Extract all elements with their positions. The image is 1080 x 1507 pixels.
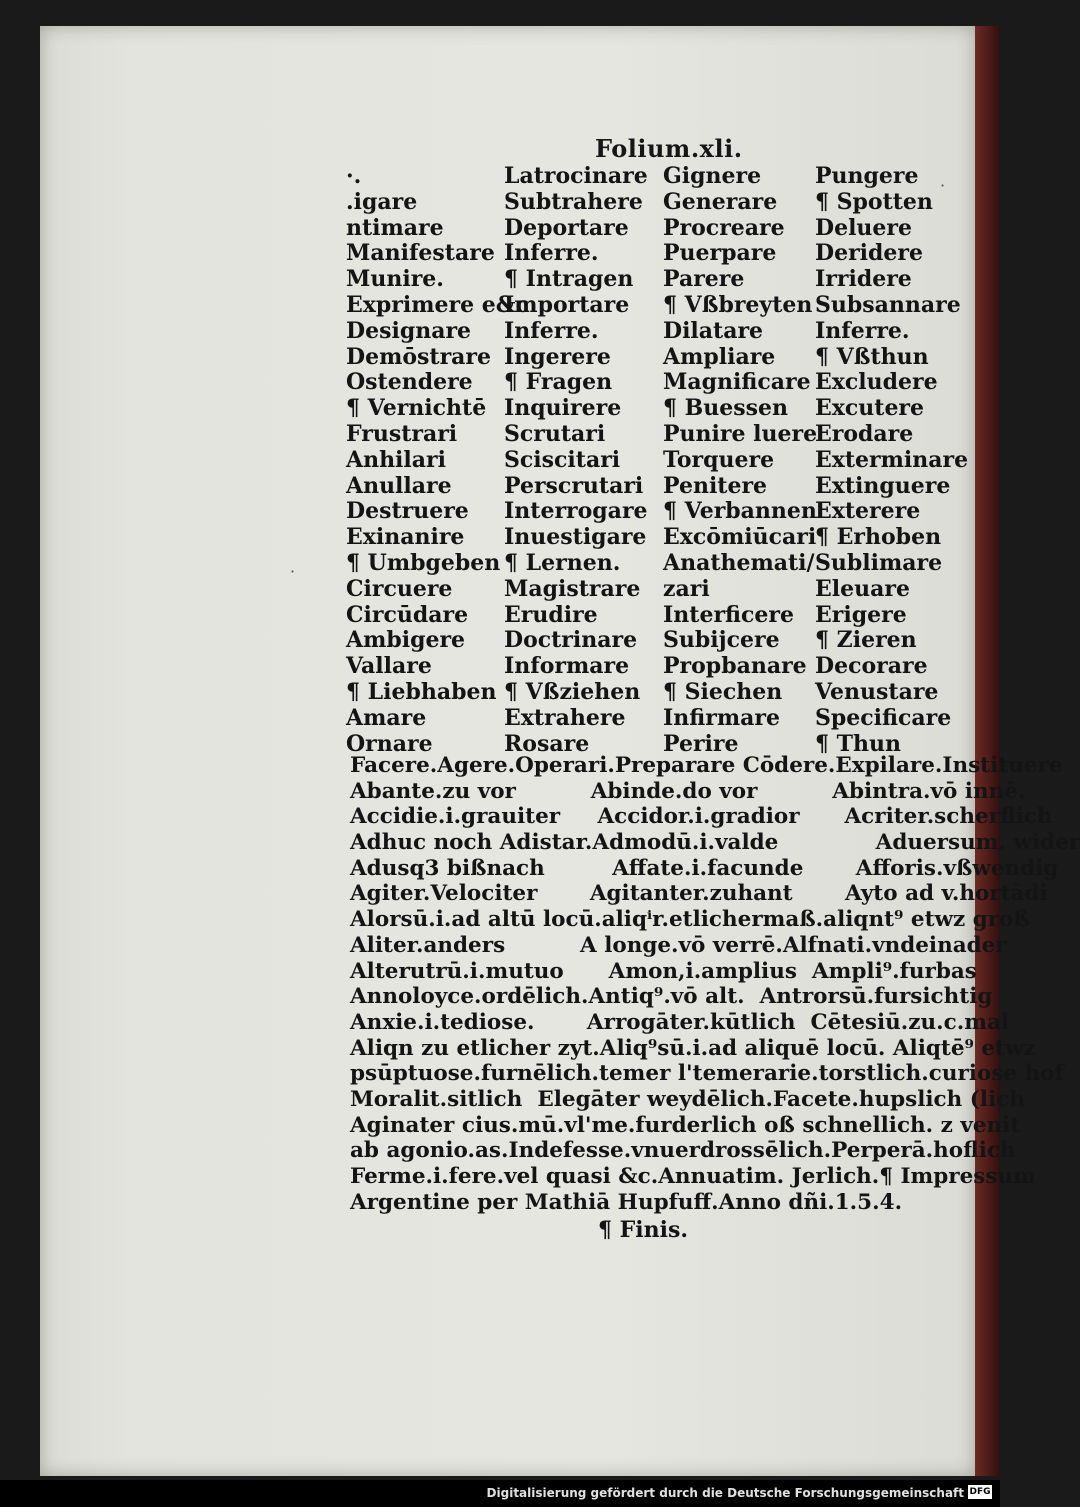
column-2-word: Inquirere [504,395,622,422]
column-4-word: Sublimare [815,549,943,576]
column-4-word: Erigere [815,601,907,628]
column-3-word: Parere [663,266,745,293]
column-2-word: Rosare [504,730,590,757]
column-3-word: Subijcere [663,627,780,654]
column-2-word: Scrutari [504,420,606,447]
column-3-word: ¶ Siechen [663,678,783,705]
column-2-word: ¶ Intragen [504,266,634,293]
column-1-word: Ambigere [346,627,466,654]
column-4-word: Pungere [815,163,919,189]
column-1-word: Frustrari [346,420,458,447]
column-1-word: Anullare [346,472,452,499]
dfg-logo: DFG [969,1487,991,1497]
margin-mark: · [290,562,296,581]
column-3-word: Interficere [663,601,795,628]
column-4-word: Extinguere [815,472,951,499]
page-header: Folium.xli. [595,134,743,163]
word-column-4 [815,164,968,757]
column-1-word: Munire. [346,266,444,293]
column-2-word: Doctrinare [504,627,638,654]
column-1-word: Ornare [346,730,433,757]
column-2-word: ¶ Lernen. [504,549,621,576]
binding-edge [975,26,1000,1476]
column-2-word: Inferre. [504,240,599,267]
column-1-word: Demōstrare [346,343,492,370]
column-3-word: Dilatare [663,317,764,344]
column-2-word: Erudire [504,601,598,628]
column-3-word: Procreare [663,214,785,241]
column-1-word: ¶ Liebhaben [346,678,497,705]
text-line: psūptuose.furnēlich.temer l'temerarie.torstlich.curiose hof [350,1061,1064,1087]
text-line: Ferme.i.fere.vel quasi &c.Annuatim. Jerlich.¶ Impressum [350,1164,1036,1189]
column-2-word: Interrogare [504,498,648,525]
column-4-word: Erodare [815,420,914,447]
text-line: Adusq3 bißnach Affate.i.facunde Afforis.vßwendig [350,855,1059,881]
margin-mark: · [940,176,946,195]
text-line: Anxie.i.tediose. Arrogāter.kūtlich Cētesiū.zu.c.mal [350,1009,1010,1035]
column-2-word: Subtrahere [504,188,643,215]
column-4-word: ¶ Spotten [815,188,933,215]
text-line: Aliqn zu etlicher zyt.Aliq⁹sū.i.ad aliquē locū. Aliqtē⁹ etwz [350,1035,1036,1061]
column-3-word: Propbanare [663,653,807,680]
column-3-word: Ampliare [663,343,776,370]
column-4-word: Exterere [815,498,921,525]
column-1-word: ·. [346,163,362,189]
column-2-word: Importare [504,291,630,318]
footer-credit: Digitalisierung gefördert durch die Deutsche Forschungsgemeinschaft [486,1486,964,1500]
column-2-word: Perscrutari [504,472,644,499]
text-line: Moralit.sitlich Elegāter weydēlich.Facete.hupslich (lich [350,1086,1025,1112]
column-4-word: Eleuare [815,575,910,602]
column-2-word: Inferre. [504,317,599,344]
text-line: Alorsū.i.ad altū locū.aliqⁱr.etlichermaß.aliqnt⁹ etwz groß [350,907,1030,933]
column-1-word: Circūdare [346,601,469,628]
text-line: Facere.Agere.Operari.Preparare Cōdere.Expilare.Instituere [350,753,1063,778]
word-column-2 [504,164,648,757]
column-4-word: Subsannare [815,291,961,318]
text-line: Adhuc noch Adistar.Admodū.i.valde Aduersum. wider [350,830,1080,856]
column-3-word: Perire [663,730,739,757]
column-4-word: Inferre. [815,317,910,344]
column-1-word: Ostendere [346,369,473,396]
column-1-word: .igare [346,188,418,215]
column-2-word: ¶ Fragen [504,369,613,396]
column-4-word: Deluere [815,214,913,241]
text-line: Aginater cius.mū.vl'me.furderlich oß schnellich. z venit [350,1112,1021,1138]
column-4-word: Exterminare [815,446,969,473]
text-line: Aliter.anders A longe.vō verrē.Alfnati.vndeinader [350,932,1007,958]
column-3-word: Magnificare [663,369,811,396]
column-3-word: Infirmare [663,704,780,731]
column-1-word: Circuere [346,575,453,602]
column-3-word: ¶ Verbannen [663,498,817,525]
column-1-word: Destruere [346,498,469,525]
column-4-word: Specificare [815,704,952,731]
column-4-word: ¶ Vßthun [815,343,929,370]
column-3-word: zari [663,575,710,602]
column-3-word: Excōmiūcari [663,524,817,551]
column-1-word: Vallare [346,653,432,680]
text-block [350,753,1080,1215]
column-4-word: ¶ Thun [815,730,902,757]
column-2-word: Magistrare [504,575,641,602]
text-line: Alterutrū.i.mutuo Amon,i.amplius Ampli⁹.furbas [350,958,977,984]
column-4-word: Irridere [815,266,912,293]
column-4-word: ¶ Zieren [815,627,917,654]
column-4-word: Venustare [815,678,939,705]
text-line: Accidie.i.grauiter Accidor.i.gradior Acriter.scherflich [350,804,1053,830]
column-3-word: Penitere [663,472,768,499]
text-line: Agiter.Velociter Agitanter.zuhant Ayto ad v.hortādi [350,881,1048,907]
column-1-word: ntimare [346,214,444,241]
column-3-word: Torquere [663,446,775,473]
column-4-word: Excutere [815,395,925,422]
column-1-word: Designare [346,317,472,344]
text-line: Annoloyce.ordēlich.Antiq⁹.vō alt. Antrorsū.fursichtig [350,984,993,1010]
column-1-word: ¶ Vernichtē [346,395,487,422]
column-2-word: Inuestigare [504,524,647,551]
column-1-word: Exinanire [346,524,465,551]
column-3-word: Punire luere [663,420,818,447]
column-2-word: Informare [504,653,630,680]
column-2-word: ¶ Vßziehen [504,678,641,705]
column-4-word: ¶ Erhoben [815,524,942,551]
column-4-word: Decorare [815,653,928,680]
word-column-3 [663,164,817,757]
column-3-word: ¶ Vßbreyten [663,291,813,318]
text-line: Abante.zu vor Abinde.do vor Abintra.vō innē. [350,778,1026,804]
column-3-word: Puerpare [663,240,777,267]
column-1-word: Anhilari [346,446,446,473]
column-3-word: Gignere [663,163,762,189]
column-1-word: ¶ Umbgeben [346,549,501,576]
text-line: ab agonio.as.Indefesse.vnuerdrossēlich.Perperā.hoflich [350,1138,1016,1164]
column-4-word: Deridere [815,240,923,267]
word-column-1 [346,164,529,757]
text-line: Argentine per Mathiā Hupfuff.Anno dñi.1.5.4. [350,1189,903,1215]
finis-line: ¶ Finis. [598,1217,689,1243]
column-3-word: ¶ Buessen [663,395,789,422]
column-3-word: Generare [663,188,778,215]
column-2-word: Latrocinare [504,163,648,189]
column-4-word: Excludere [815,369,938,396]
column-1-word: Manifestare [346,240,495,267]
column-1-word: Exprimere e&c [346,291,529,318]
column-2-word: Ingerere [504,343,611,370]
column-3-word: Anathemati/ [663,549,815,576]
column-2-word: Sciscitari [504,446,621,473]
column-2-word: Deportare [504,214,629,241]
column-2-word: Extrahere [504,704,626,731]
column-1-word: Amare [346,704,427,731]
